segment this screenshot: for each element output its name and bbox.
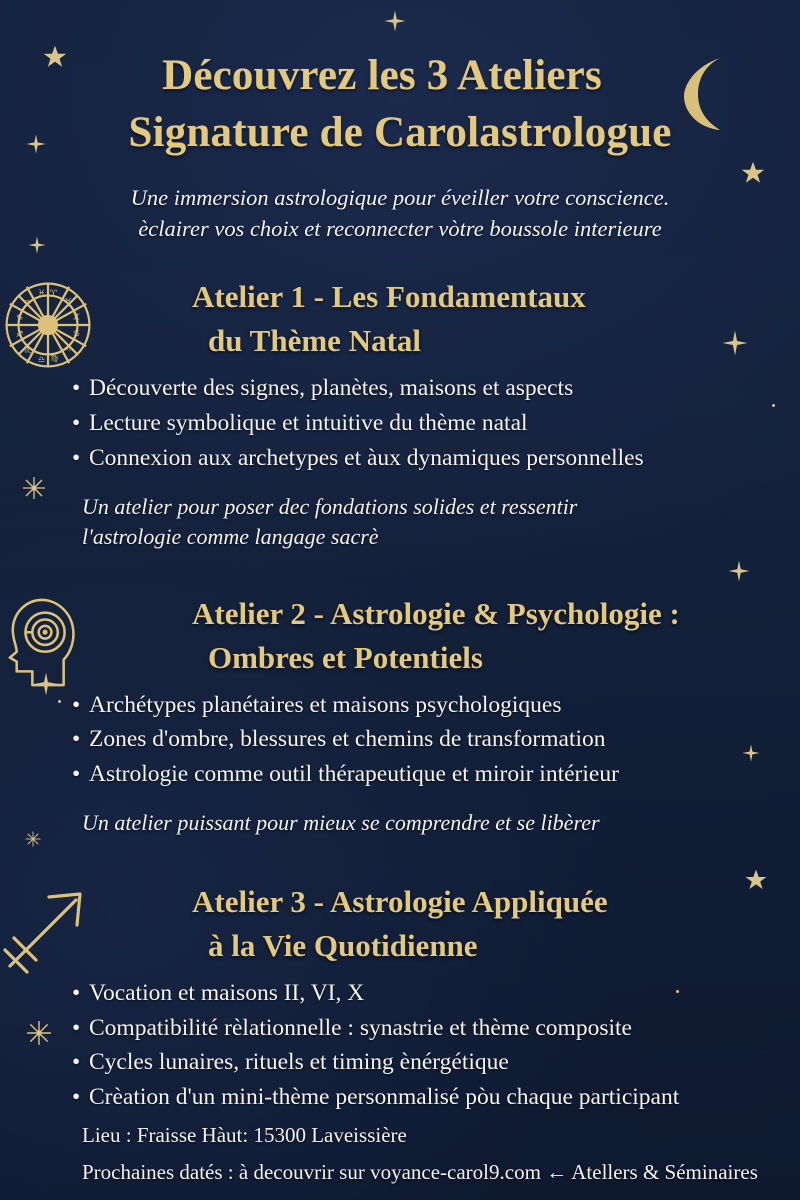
workshop-sections	[0, 275, 800, 1114]
svg-text:♎: ♎	[37, 354, 46, 365]
workshop-2-title-line-1: Atelier 2 - Astrologie & Psychologie :	[192, 595, 680, 631]
page-title-line-1: Découvrez les 3 Ateliers	[162, 52, 602, 99]
list-item: • Lecture symbolique et intuitive du thème natal	[74, 406, 790, 441]
workshop-1-note-line-2: l'astrologie comme langage sacrè	[82, 523, 379, 549]
svg-text:♒: ♒	[24, 297, 32, 308]
zodiac-wheel-icon	[0, 277, 96, 373]
workshop-2-title-line-2: Ombres et Potentiels	[208, 639, 483, 675]
workshop-2-note-line-1: Un atelier puissant pour mieux se comprendre et se libèrer	[82, 809, 600, 835]
poster-header	[0, 0, 800, 245]
poster-subtitle	[70, 182, 730, 246]
svg-text:♑: ♑	[15, 312, 24, 323]
workshop-3-bullet-list	[0, 976, 800, 1115]
list-item: • Découverte des signes, planètes, maisons et aspects	[74, 371, 790, 406]
workshop-2-title	[192, 592, 680, 680]
workshop-3-title	[192, 880, 608, 968]
workshop-1	[0, 275, 800, 551]
workshop-1-header	[0, 275, 800, 363]
workshop-3	[0, 880, 800, 1115]
subtitle-line-1: Une immersion astrologique pour éveiller votre conscience.	[130, 184, 670, 210]
workshop-1-title-line-2: du Thème Natal	[208, 323, 422, 359]
list-item: • Archétypes planétaires et maisons psychologiques	[74, 688, 790, 723]
workshop-1-title	[192, 275, 586, 363]
list-item: • Crèation d'un mini-thème personmalisé pòu chaque participant	[74, 1080, 790, 1115]
workshop-1-note	[0, 492, 800, 552]
workshop-3-header	[0, 880, 800, 968]
footer-dates: Prochaines datés : à decouvrir sur voyance-carol9.com ← Atellers & Séminaires	[82, 1159, 758, 1184]
footer-location: Lieu : Fraisse Hàut: 15300 Laveissière	[82, 1123, 407, 1148]
sagittarius-arrow-icon	[0, 882, 96, 978]
subtitle-line-2: èclairer vos choix et reconnecter vòtre boussole interieure	[138, 216, 662, 242]
svg-text:♌: ♌	[64, 343, 72, 354]
svg-text:♍: ♍	[50, 353, 59, 364]
list-item: • Compatibilité rèlationnelle : synastrie et thème composite	[74, 1011, 790, 1046]
list-item: • Cycles lunaires, rituels et timing ènérgétique	[74, 1045, 790, 1080]
svg-text:♐: ♐	[15, 329, 24, 340]
svg-text:♋: ♋	[72, 328, 81, 339]
svg-text:♓: ♓	[37, 287, 46, 298]
list-item: • Vocation et maisons II, VI, X	[74, 976, 790, 1011]
page-title-line-2: Signature de Carolastrologue	[128, 108, 672, 156]
workshop-2	[0, 592, 800, 838]
head-profile-spiral-icon	[0, 594, 96, 690]
svg-text:♈: ♈	[49, 287, 58, 298]
workshop-1-note-line-1: Un atelier pour poser dec fondations solides et ressentir	[82, 493, 578, 519]
workshop-2-header	[0, 592, 800, 680]
list-item: • Connexion aux archetypes et àux dynamiques personnelles	[74, 441, 790, 476]
workshop-1-bullet-list	[0, 371, 800, 475]
title-block	[0, 48, 800, 162]
list-item: • Astrologie comme outil thérapeutique et miroir intérieur	[74, 757, 790, 792]
workshop-2-bullet-list	[0, 688, 800, 792]
workshop-2-note	[0, 808, 800, 838]
list-item: • Zones d'ombre, blessures et chemins de transformation	[74, 722, 790, 757]
crescent-moon-icon	[674, 56, 736, 132]
svg-text:♉: ♉	[64, 296, 72, 307]
svg-text:♊: ♊	[72, 311, 81, 322]
svg-text:♏: ♏	[24, 344, 32, 355]
poster-footer	[0, 1121, 800, 1186]
workshop-3-title-line-2: à la Vie Quotidienne	[208, 927, 478, 963]
workshop-1-title-line-1: Atelier 1 - Les Fondamentaux	[192, 279, 586, 315]
workshop-3-title-line-1: Atelier 3 - Astrologie Appliquée	[192, 883, 608, 919]
